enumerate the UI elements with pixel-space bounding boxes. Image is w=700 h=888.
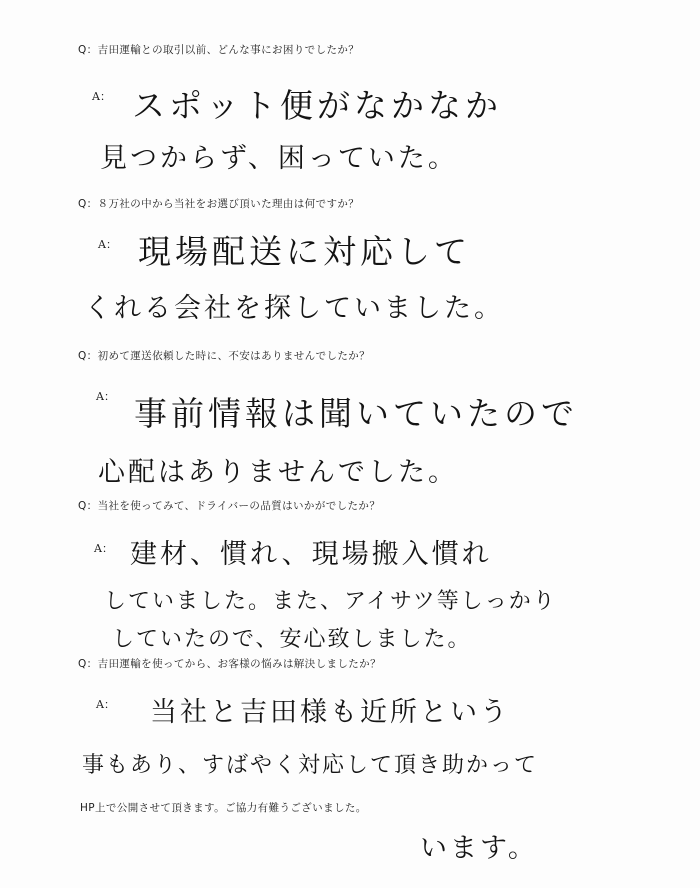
footer-note: HP上で公開させて頂きます。ご協力有難うございました。 — [80, 802, 367, 814]
answer-4-mark: A： — [94, 542, 113, 555]
answer-5-line-3: います。 — [420, 833, 538, 864]
answer-4-line-1: 建材、慣れ、現場搬入慣れ — [130, 539, 492, 570]
question-5: Q：吉田運輸を使ってから、お客様の悩みは解決しましたか？ — [78, 658, 381, 670]
answer-1-mark: A： — [92, 90, 111, 103]
answer-3-line-1: 事前情報は聞いていたので — [134, 394, 578, 433]
answer-5-mark: A： — [96, 698, 115, 711]
answer-1-line-2: 見つからず、困っていた。 — [100, 143, 458, 174]
answer-2-line-1: 現場配送に対応して — [138, 232, 471, 271]
answer-5-line-2: 事もあり、すばやく対応して頂き助かって — [82, 753, 539, 778]
answer-4-line-3: していたので、安心致しました。 — [112, 627, 472, 652]
question-3: Q：初めて運送依頼した時に、不安はありませんでしたか？ — [78, 350, 371, 362]
answer-3-mark: A： — [96, 390, 115, 403]
question-2: Q：８万社の中から当社をお選び頂いた理由は何ですか？ — [78, 198, 360, 210]
answer-2-mark: A： — [98, 238, 117, 251]
question-4: Q：当社を使ってみて、ドライバーの品質はいかがでしたか？ — [78, 500, 381, 512]
question-1: Q：吉田運輸との取引以前、どんな事にお困りでしたか？ — [78, 44, 360, 56]
answer-5-line-1: 当社と吉田様も近所という — [150, 697, 510, 728]
answer-4-line-2: していました。また、アイサツ等しっかり — [104, 589, 557, 614]
answer-2-line-2: くれる会社を探していました。 — [84, 293, 504, 324]
answer-3-line-2: 心配はありませんでした。 — [98, 457, 458, 488]
answer-1-line-1: スポット便がなかなか — [132, 86, 502, 125]
